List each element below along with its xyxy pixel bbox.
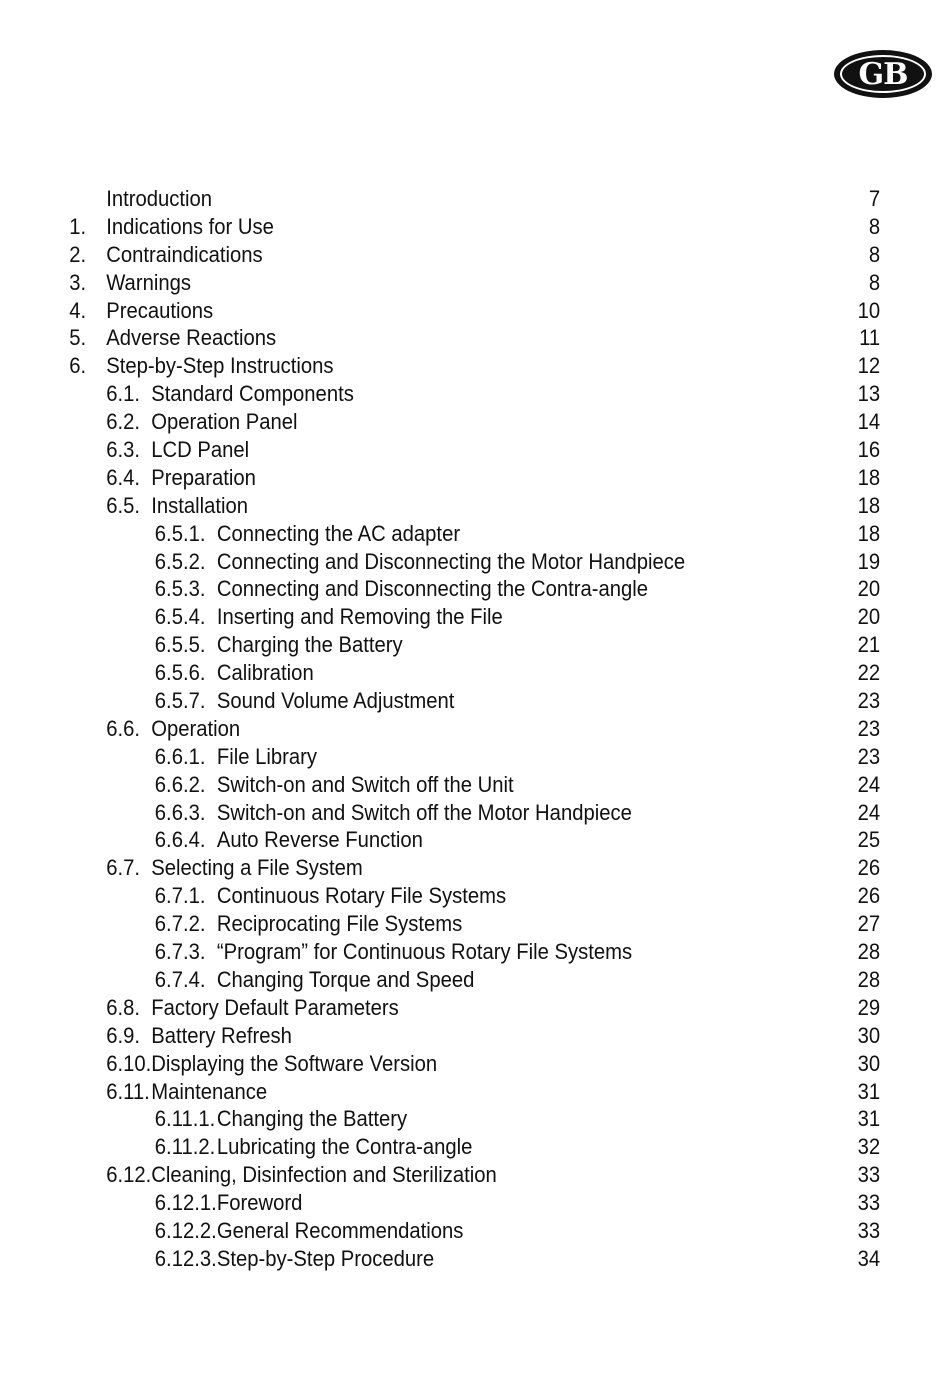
toc-entry-page: 30: [857, 1022, 881, 1048]
toc-entry-title: Warnings: [106, 269, 191, 295]
table-of-contents: [0, 185, 950, 1273]
toc-entry-number: 6.11.: [106, 1078, 150, 1104]
toc-entry: [0, 659, 950, 687]
toc-entry-number: 6.5.3.: [154, 576, 206, 602]
toc-entry-number: 6.11.2.: [154, 1134, 216, 1160]
toc-entry-title: Connecting and Disconnecting the Motor Handpiece: [216, 548, 686, 574]
toc-entry-number: 6.2.: [106, 409, 140, 435]
toc-entry: [0, 994, 950, 1022]
toc-entry-page: 34: [857, 1245, 881, 1271]
toc-entry-page: 31: [857, 1106, 881, 1132]
toc-entry: [0, 1078, 950, 1106]
toc-entry-page: 22: [857, 660, 881, 686]
toc-entry-number: 6.4.: [106, 464, 140, 490]
toc-entry: [0, 520, 950, 548]
toc-entry-title: Connecting the AC adapter: [216, 520, 461, 546]
toc-entry-title: Preparation: [151, 464, 256, 490]
toc-entry-page: 10: [857, 297, 881, 323]
toc-entry-number: 6.6.2.: [154, 771, 206, 797]
toc-entry-page: 18: [857, 464, 881, 490]
toc-entry-title: Contraindications: [106, 241, 263, 267]
toc-entry: [0, 492, 950, 520]
toc-entry-page: 19: [857, 548, 881, 574]
toc-entry-title: Indications for Use: [106, 213, 274, 239]
toc-entry-page: 32: [857, 1134, 881, 1160]
toc-entry-page: 29: [857, 994, 881, 1020]
toc-entry: [0, 1161, 950, 1189]
toc-entry-number: 6.10.: [106, 1050, 152, 1076]
toc-entry-title: Connecting and Disconnecting the Contra-angle: [216, 576, 649, 602]
toc-entry-title: “Program” for Continuous Rotary File Systems: [216, 939, 633, 965]
toc-entry-number: 6.8.: [106, 994, 140, 1020]
toc-entry-page: 8: [868, 241, 881, 267]
toc-entry-page: 16: [857, 437, 881, 463]
toc-entry-title: Factory Default Parameters: [151, 994, 399, 1020]
toc-entry-page: 20: [857, 576, 881, 602]
toc-entry: [0, 687, 950, 715]
toc-entry-page: 23: [857, 715, 881, 741]
toc-entry-page: 27: [857, 911, 881, 937]
toc-entry-page: 18: [857, 492, 881, 518]
toc-entry: [0, 1133, 950, 1161]
toc-entry-title: Changing the Battery: [216, 1106, 408, 1132]
toc-entry-title: Step-by-Step Procedure: [216, 1245, 435, 1271]
toc-entry-page: 28: [857, 939, 881, 965]
toc-entry-page: 21: [857, 632, 881, 658]
toc-entry-title: Foreword: [216, 1190, 303, 1216]
toc-entry-number: 5.: [69, 325, 87, 351]
toc-entry-title: Calibration: [216, 660, 314, 686]
toc-entry: [0, 826, 950, 854]
toc-entry-number: 6.5.5.: [154, 632, 206, 658]
toc-entry-page: 33: [857, 1217, 881, 1243]
toc-entry-title: Battery Refresh: [151, 1022, 292, 1048]
toc-entry-page: 31: [857, 1078, 881, 1104]
toc-entry: [0, 436, 950, 464]
toc-entry: [0, 631, 950, 659]
toc-entry-number: 6.12.: [106, 1162, 152, 1188]
toc-entry: [0, 1245, 950, 1273]
toc-entry-page: 28: [857, 966, 881, 992]
toc-entry: [0, 799, 950, 827]
toc-entry-page: 33: [857, 1162, 881, 1188]
toc-entry-number: 6.12.3.: [154, 1245, 217, 1271]
toc-entry-number: 6.6.3.: [154, 799, 206, 825]
toc-entry-title: Reciprocating File Systems: [216, 911, 463, 937]
toc-entry-page: 12: [857, 353, 881, 379]
toc-entry: [0, 1105, 950, 1133]
language-badge: [834, 50, 932, 98]
toc-entry-page: 26: [857, 883, 881, 909]
language-badge-label: GB: [858, 56, 908, 92]
toc-entry-page: 23: [857, 743, 881, 769]
toc-entry-page: 23: [857, 688, 881, 714]
toc-entry-title: Step-by-Step Instructions: [106, 353, 334, 379]
toc-entry: [0, 771, 950, 799]
toc-entry-title: Continuous Rotary File Systems: [216, 883, 507, 909]
toc-entry-number: 6.6.: [106, 715, 140, 741]
toc-entry: [0, 352, 950, 380]
toc-entry-title: Operation Panel: [151, 409, 298, 435]
toc-entry-title: Cleaning, Disinfection and Sterilization: [151, 1162, 497, 1188]
toc-entry: [0, 938, 950, 966]
toc-entry-page: 18: [857, 520, 881, 546]
toc-entry: [0, 548, 950, 576]
toc-entry-page: 7: [868, 186, 881, 211]
toc-entry-page: 24: [857, 799, 881, 825]
toc-entry: [0, 575, 950, 603]
toc-entry-title: Displaying the Software Version: [151, 1050, 438, 1076]
toc-entry: [0, 269, 950, 297]
toc-entry-title: Changing Torque and Speed: [216, 966, 475, 992]
toc-entry-title: Precautions: [106, 297, 214, 323]
toc-entry: [0, 966, 950, 994]
toc-entry-number: 6.6.1.: [154, 743, 206, 769]
toc-entry-page: 14: [857, 409, 881, 435]
toc-entry: [0, 185, 950, 213]
toc-entry: [0, 854, 950, 882]
toc-entry-number: 6.5.2.: [154, 548, 206, 574]
toc-entry-title: Installation: [151, 492, 249, 518]
toc-entry-number: 6.5.4.: [154, 604, 206, 630]
toc-entry-title: Charging the Battery: [216, 632, 403, 658]
toc-entry-title: LCD Panel: [151, 437, 250, 463]
toc-entry-number: 6.12.2.: [154, 1217, 217, 1243]
toc-entry-number: 6.6.4.: [154, 827, 206, 853]
toc-entry: [0, 380, 950, 408]
toc-entry: [0, 241, 950, 269]
toc-entry-title: File Library: [216, 743, 318, 769]
toc-entry: [0, 1022, 950, 1050]
toc-entry-page: 13: [857, 381, 881, 407]
toc-entry-title: Switch-on and Switch off the Motor Handpiece: [216, 799, 632, 825]
toc-entry: [0, 1217, 950, 1245]
toc-entry: [0, 1189, 950, 1217]
language-badge-ring: [840, 55, 926, 93]
toc-entry-page: 8: [868, 213, 881, 239]
toc-entry-page: 30: [857, 1050, 881, 1076]
toc-entry-number: 6.12.1.: [154, 1190, 217, 1216]
toc-entry-page: 11: [859, 325, 881, 351]
toc-entry: [0, 324, 950, 352]
toc-entry-number: 6.9.: [106, 1022, 140, 1048]
toc-entry-number: 6.5.7.: [154, 688, 206, 714]
toc-entry-title: Auto Reverse Function: [216, 827, 423, 853]
toc-entry: [0, 603, 950, 631]
toc-entry: [0, 910, 950, 938]
toc-entry-title: Standard Components: [151, 381, 354, 407]
toc-entry-number: 6.: [69, 353, 87, 379]
toc-entry-number: 2.: [69, 241, 87, 267]
toc-entry: [0, 464, 950, 492]
toc-entry-title: Switch-on and Switch off the Unit: [216, 771, 514, 797]
toc-entry: [0, 743, 950, 771]
toc-entry: [0, 213, 950, 241]
toc-entry-number: 6.5.6.: [154, 660, 206, 686]
toc-entry-number: 6.7.4.: [154, 966, 206, 992]
toc-entry-page: 26: [857, 855, 881, 881]
toc-entry-number: 3.: [69, 269, 87, 295]
toc-entry: [0, 715, 950, 743]
toc-entry-title: Adverse Reactions: [106, 325, 277, 351]
toc-entry-title: Selecting a File System: [151, 855, 363, 881]
toc-entry-number: 6.5.1.: [154, 520, 206, 546]
toc-entry-number: 1.: [69, 213, 87, 239]
toc-entry: [0, 1050, 950, 1078]
toc-entry-title: Operation: [151, 715, 241, 741]
toc-entry-title: Inserting and Removing the File: [216, 604, 503, 630]
toc-entry-page: 24: [857, 771, 881, 797]
toc-entry: [0, 408, 950, 436]
toc-entry-page: 8: [868, 269, 881, 295]
toc-entry-number: 6.11.1.: [154, 1106, 216, 1132]
toc-entry-page: 25: [857, 827, 881, 853]
toc-entry-number: 6.7.1.: [154, 883, 206, 909]
toc-entry-number: 6.7.: [106, 855, 140, 881]
toc-entry-title: Sound Volume Adjustment: [216, 688, 455, 714]
toc-entry-page: 33: [857, 1190, 881, 1216]
toc-entry-number: 4.: [69, 297, 87, 323]
toc-entry-number: 6.1.: [106, 381, 140, 407]
toc-entry-title: General Recommendations: [216, 1217, 464, 1243]
toc-entry-page: 20: [857, 604, 881, 630]
toc-entry-number: 6.7.2.: [154, 911, 206, 937]
toc-entry: [0, 882, 950, 910]
toc-entry: [0, 297, 950, 325]
toc-entry-number: 6.3.: [106, 437, 140, 463]
toc-entry-title: Lubricating the Contra-angle: [216, 1134, 473, 1160]
toc-entry-title: Introduction: [106, 186, 213, 211]
toc-entry-number: 6.5.: [106, 492, 140, 518]
toc-entry-title: Maintenance: [151, 1078, 268, 1104]
toc-entry-number: 6.7.3.: [154, 939, 206, 965]
